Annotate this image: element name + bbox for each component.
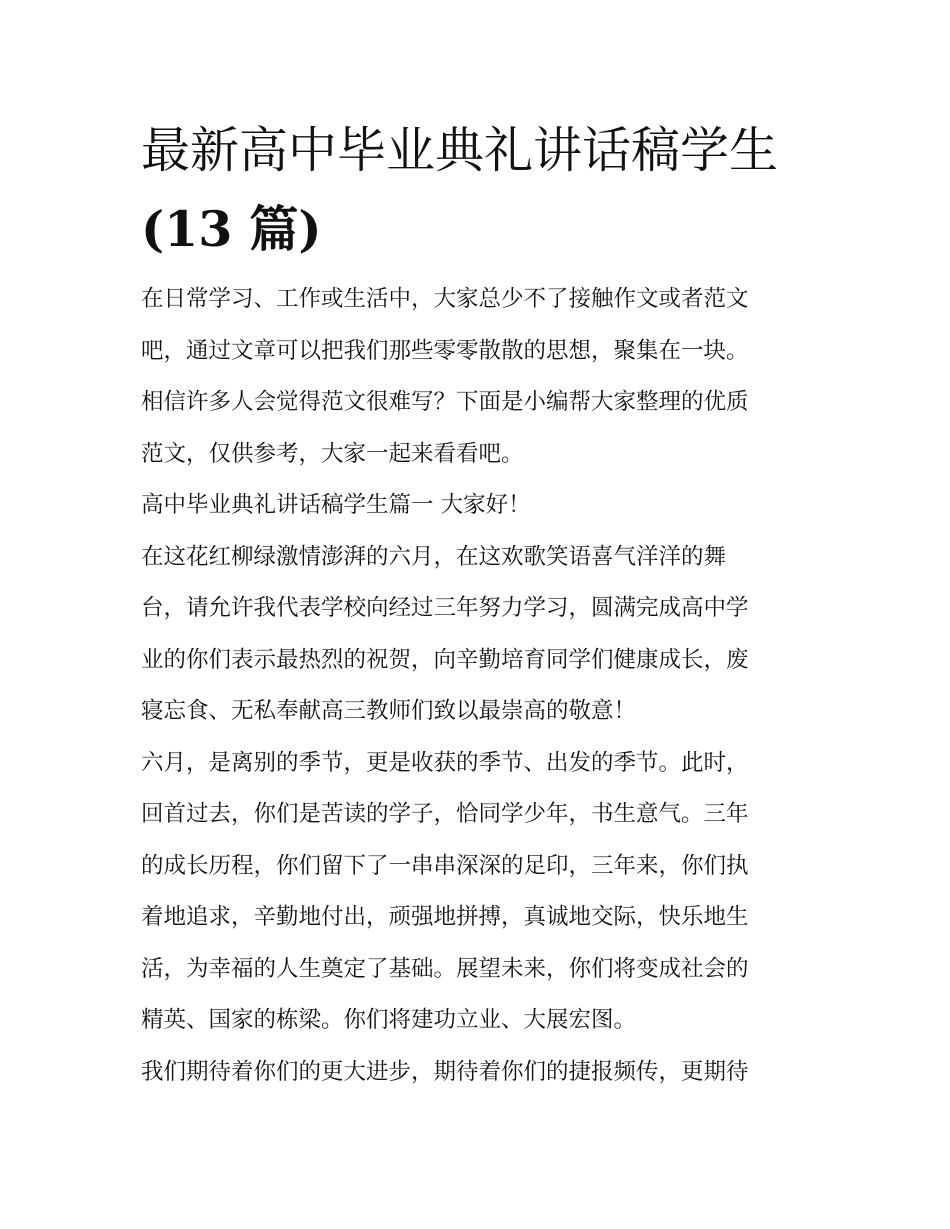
body-line: 精英、国家的栋梁。你们将建功立业、大展宏图。 bbox=[141, 1007, 637, 1033]
body-line: 范文，仅供参考，大家一起来看看吧。 bbox=[141, 440, 524, 467]
document-title-line1: 最新高中毕业典礼讲话稿学生 bbox=[141, 122, 779, 179]
body-line: 的成长历程，你们留下了一串串深深的足印，三年来，你们执 bbox=[141, 852, 749, 879]
body-line: 回首过去，你们是苦读的学子，恰同学少年，书生意气。三年 bbox=[141, 801, 749, 827]
document-page bbox=[141, 112, 813, 1098]
section-heading-line: 高中毕业典礼讲话稿学生篇一 大家好！ bbox=[141, 492, 531, 518]
body-line: 活，为幸福的人生奠定了基础。展望未来，你们将变成社会的 bbox=[141, 955, 749, 982]
body-line: 六月，是离别的季节，更是收获的季节、出发的季节。此时， bbox=[141, 749, 749, 776]
document-title-line2: (13 篇) bbox=[141, 200, 322, 258]
body-line: 在这花红柳绿激情澎湃的六月，在这欢歌笑语喜气洋洋的舞 bbox=[141, 543, 727, 570]
body-line: 着地追求，辛勤地付出，顽强地拼搏，真诚地交际，快乐地生 bbox=[141, 904, 749, 930]
body-line: 我们期待着你们的更大进步，期待着你们的捷报频传，更期待 bbox=[141, 1058, 749, 1085]
document-body bbox=[141, 274, 813, 1098]
body-line: 吧，通过文章可以把我们那些零零散散的思想，聚集在一块。 bbox=[141, 337, 749, 364]
body-line: 在日常学习、工作或生活中，大家总少不了接触作文或者范文 bbox=[141, 286, 749, 312]
body-line: 业的你们表示最热烈的祝贺，向辛勤培育同学们健康成长，废 bbox=[141, 646, 749, 673]
body-line: 相信许多人会觉得范文很难写？下面是小编帮大家整理的优质 bbox=[141, 389, 749, 415]
body-line: 台，请允许我代表学校向经过三年努力学习，圆满完成高中学 bbox=[141, 595, 749, 621]
body-line: 寝忘食、无私奉献高三教师们致以最崇高的敬意！ bbox=[141, 698, 637, 724]
